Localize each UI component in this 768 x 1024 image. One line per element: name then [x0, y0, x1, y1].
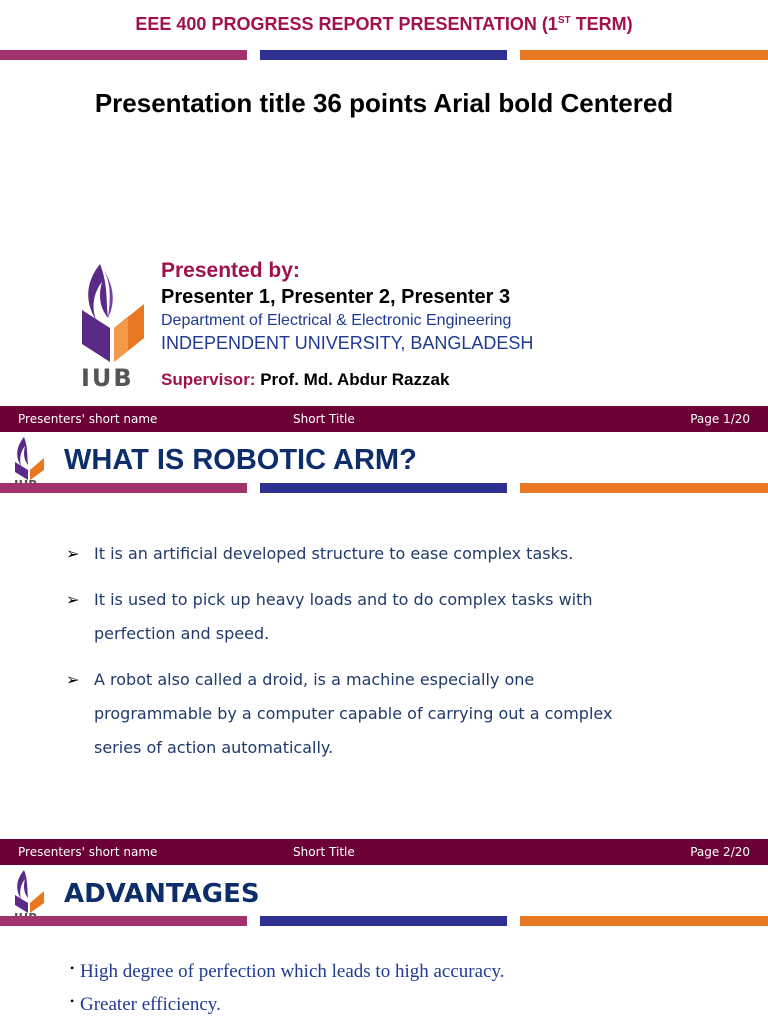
dot-bullet-icon: •	[70, 994, 75, 1008]
footer-presenters: Presenters' short name	[18, 412, 158, 426]
stripe-blue	[260, 916, 507, 926]
slide-footer-1	[0, 406, 768, 432]
iub-flame-logo-icon	[12, 436, 48, 480]
dot-bullet-icon: •	[70, 961, 75, 975]
robotic-arm-bullets	[66, 537, 626, 777]
stripe-magenta	[0, 483, 247, 493]
stripe-orange	[520, 916, 768, 926]
slide-footer-2	[0, 839, 768, 865]
stripe-orange	[520, 483, 768, 493]
stripe-orange	[520, 50, 768, 60]
stripe-magenta	[0, 916, 247, 926]
presentation-title: Presentation title 36 points Arial bold Centered	[94, 88, 674, 118]
supervisor-label: Supervisor:	[161, 370, 256, 389]
stripe-blue	[260, 50, 507, 60]
presented-by-label: Presented by:	[161, 259, 300, 282]
footer-page-number: Page 1/20	[690, 412, 750, 426]
footer-presenters: Presenters' short name	[18, 845, 158, 859]
slide-title-robotic-arm: WHAT IS ROBOTIC ARM?	[64, 444, 417, 476]
stripe-blue	[260, 483, 507, 493]
stripe-magenta	[0, 50, 247, 60]
supervisor-name: Prof. Md. Abdur Razzak	[255, 370, 450, 389]
footer-short-title: Short Title	[293, 412, 355, 426]
list-item: ➢ It is an artificial developed structure to ease complex tasks.	[66, 537, 626, 571]
department-name: Department of Electrical & Electronic Engineering	[161, 312, 512, 329]
iub-flame-logo-icon	[12, 869, 48, 913]
advantages-bullets	[70, 955, 505, 1021]
iub-logo	[78, 262, 148, 394]
supervisor-line	[161, 370, 449, 390]
arrow-bullet-icon: ➢	[66, 544, 80, 563]
arrow-bullet-icon: ➢	[66, 670, 80, 689]
footer-page-number: Page 2/20	[690, 845, 750, 859]
footer-short-title: Short Title	[293, 845, 355, 859]
list-item: • High degree of perfection which leads to high accuracy.	[70, 955, 505, 988]
slide-title-advantages: ADVANTAGES	[64, 879, 260, 909]
presenters-names: Presenter 1, Presenter 2, Presenter 3	[161, 286, 511, 308]
list-item: ➢ It is used to pick up heavy loads and to do complex tasks with perfection and speed.	[66, 583, 626, 651]
arrow-bullet-icon: ➢	[66, 590, 80, 609]
logo-text: IUB	[81, 364, 134, 392]
list-item: ➢ A robot also called a droid, is a machine especially one programmable by a computer capable of carrying out a complex series of action automatically.	[66, 663, 626, 765]
report-header: EEE 400 PROGRESS REPORT PRESENTATION (1ST TERM)	[135, 14, 633, 34]
university-name: INDEPENDENT UNIVERSITY, BANGLADESH	[161, 333, 534, 353]
list-item: • Greater efficiency.	[70, 988, 505, 1021]
